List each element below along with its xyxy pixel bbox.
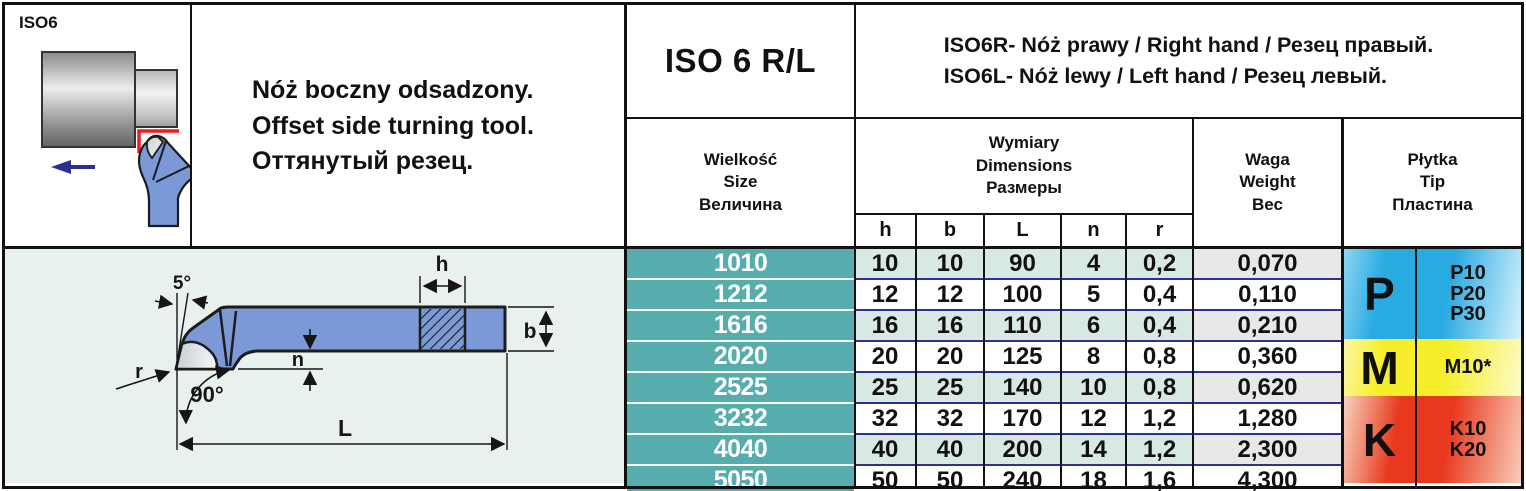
- size-value: 1010: [627, 249, 854, 280]
- r-value: 0,8: [1126, 342, 1193, 373]
- column-header-n: n: [1087, 219, 1100, 241]
- grade-item: M10*: [1444, 356, 1492, 379]
- n-value: 12: [1061, 404, 1126, 435]
- n-dimension-label: n: [291, 349, 304, 371]
- iso-code: ISO 6 R/L: [664, 42, 817, 79]
- b-value: 32: [916, 404, 984, 435]
- weight-label-en: Weight: [1239, 172, 1296, 192]
- size-value: 2020: [627, 342, 854, 373]
- b-value: 50: [936, 466, 964, 491]
- h-value: 12: [854, 280, 916, 311]
- weight-label-pl: Waga: [1245, 149, 1290, 169]
- b-value: 40: [916, 435, 984, 466]
- weight-value: 0,210: [1193, 311, 1342, 342]
- weight-value: 0,070: [1193, 249, 1342, 280]
- r-value: 1,2: [1126, 435, 1193, 466]
- n-value: 8: [1061, 342, 1126, 373]
- weight-value: 4,300: [1237, 466, 1298, 491]
- size-value: 5050: [627, 466, 854, 491]
- L-value: 140: [984, 373, 1061, 404]
- h-value: 32: [854, 404, 916, 435]
- tool-name-pl: Nóż boczny odsadzony.: [252, 76, 534, 105]
- r-value: 1,2: [1126, 404, 1193, 435]
- h-value: 50: [871, 466, 899, 491]
- tool-name-ru: Оттянутый резец.: [252, 147, 474, 176]
- size-value: 2525: [627, 373, 854, 404]
- dims-label-pl: Wymiary: [988, 133, 1060, 153]
- n-value: 18: [1080, 466, 1107, 491]
- dims-label-ru: Размеры: [986, 178, 1062, 198]
- grade-letter-k: K: [1362, 413, 1397, 466]
- weight-value: 1,280: [1193, 404, 1342, 435]
- size-value: 1212: [627, 280, 854, 311]
- h-dimension-label: h: [435, 253, 449, 276]
- L-value: 200: [984, 435, 1061, 466]
- r-value: 0,4: [1126, 280, 1193, 311]
- page-border: [2, 2, 1524, 489]
- main-angle-label: 90°: [190, 382, 224, 407]
- size-label-en: Size: [723, 172, 758, 192]
- r-value: 0,8: [1126, 373, 1193, 404]
- size-label-pl: Wielkość: [703, 149, 778, 169]
- b-dimension-label: b: [523, 320, 537, 343]
- n-value: 5: [1061, 280, 1126, 311]
- size-value: 3232: [627, 404, 854, 435]
- n-value: 6: [1061, 311, 1126, 342]
- weight-value: 0,620: [1193, 373, 1342, 404]
- size-label-ru: Величина: [698, 194, 783, 214]
- r-dimension-label: r: [135, 361, 143, 383]
- L-value: 100: [984, 280, 1061, 311]
- dims-label-en: Dimensions: [975, 155, 1073, 175]
- r-value: 0,2: [1126, 249, 1193, 280]
- size-value: 1616: [627, 311, 854, 342]
- variant-right-hand: ISO6R- Nóż prawy / Right hand / Резец правый.: [943, 33, 1434, 58]
- b-value: 16: [916, 311, 984, 342]
- column-header-b: b: [943, 219, 957, 241]
- grade-item: P30: [1450, 303, 1486, 326]
- weight-value: 0,110: [1193, 280, 1342, 311]
- variant-left-hand: ISO6L- Nóż lewy / Left hand / Резец левый.: [943, 64, 1388, 88]
- n-value: 10: [1061, 373, 1126, 404]
- grade-letter-p: P: [1364, 268, 1395, 320]
- r-value: 0,4: [1126, 311, 1193, 342]
- n-value: 4: [1061, 249, 1126, 280]
- b-value: 20: [916, 342, 984, 373]
- grade-item: K20: [1449, 438, 1487, 461]
- L-value: 170: [984, 404, 1061, 435]
- grade-letter-m: M: [1360, 341, 1399, 394]
- h-value: 16: [854, 311, 916, 342]
- b-value: 10: [916, 249, 984, 280]
- weight-value: 2,300: [1193, 435, 1342, 466]
- L-dimension-label: L: [337, 415, 353, 441]
- tip-label-ru: Пластина: [1392, 194, 1473, 214]
- b-value: 12: [916, 280, 984, 311]
- grade-item: K10: [1449, 417, 1487, 440]
- column-header-h: h: [879, 219, 892, 241]
- r-value: 1,6: [1142, 466, 1177, 491]
- h-value: 10: [854, 249, 916, 280]
- grade-item: P20: [1450, 282, 1486, 305]
- front-angle-label: 5°: [172, 273, 192, 294]
- h-value: 20: [854, 342, 916, 373]
- L-value: 90: [984, 249, 1061, 280]
- h-value: 25: [854, 373, 916, 404]
- tip-label-en: Tip: [1419, 172, 1446, 192]
- weight-value: 0,360: [1193, 342, 1342, 373]
- L-value: 240: [1002, 466, 1043, 491]
- h-value: 40: [854, 435, 916, 466]
- L-value: 110: [984, 311, 1061, 342]
- corner-label: ISO6: [19, 13, 58, 32]
- L-value: 125: [984, 342, 1061, 373]
- tip-label-pl: Płytka: [1407, 149, 1458, 169]
- n-value: 14: [1061, 435, 1126, 466]
- column-header-L: L: [1016, 219, 1029, 241]
- size-value: 4040: [627, 435, 854, 466]
- b-value: 25: [916, 373, 984, 404]
- weight-label-ru: Вес: [1252, 194, 1283, 214]
- column-header-r: r: [1155, 219, 1164, 241]
- grade-item: P10: [1450, 261, 1486, 284]
- tool-name-en: Offset side turning tool.: [252, 111, 534, 140]
